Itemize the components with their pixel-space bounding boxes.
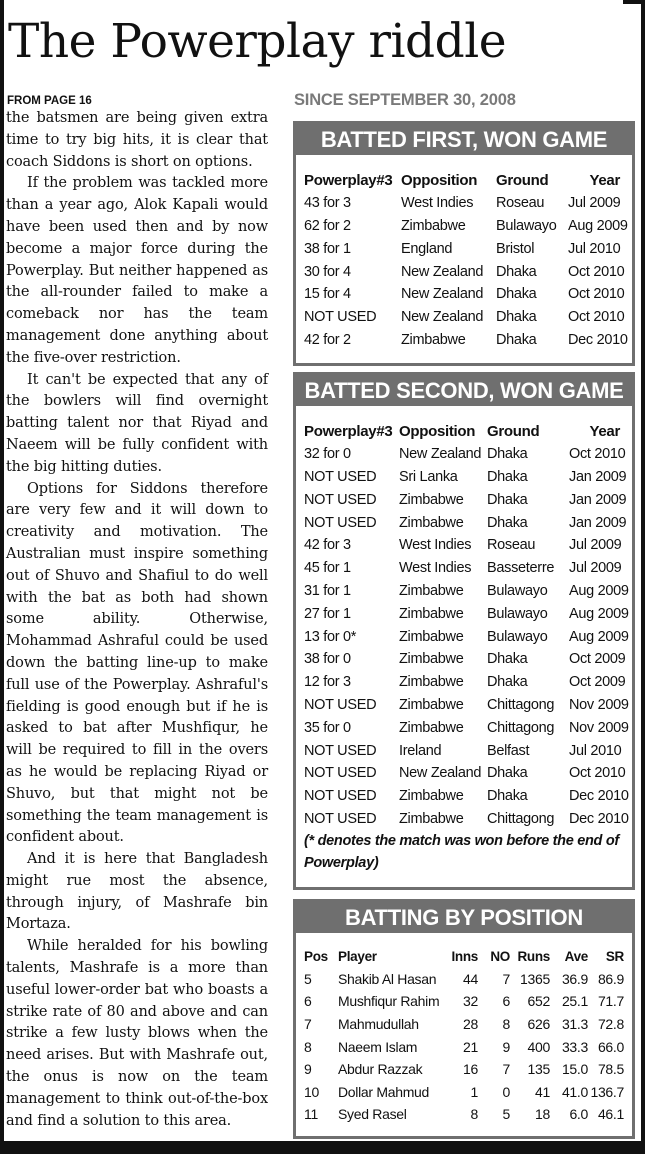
- table-cell: Zimbabwe: [399, 719, 464, 736]
- table-cell: Nov 2009: [569, 696, 629, 713]
- table-cell: Dec 2010: [569, 810, 629, 827]
- table-cell: Dhaka: [487, 651, 528, 668]
- table-cell: 31 for 1: [304, 582, 351, 599]
- page-border-right: [641, 0, 645, 1154]
- table-cell: Zimbabwe: [399, 674, 464, 691]
- header-ave: Ave: [564, 948, 588, 964]
- table-cell: 8: [470, 1106, 478, 1123]
- table-cell: West Indies: [401, 195, 474, 212]
- table-cell: 41: [535, 1083, 550, 1100]
- table-cell: New Zealand: [401, 309, 484, 326]
- table-cell: 7: [502, 970, 510, 987]
- table-row: [304, 671, 620, 694]
- table-cell: Oct 2010: [569, 446, 626, 463]
- table-cell: 6: [502, 993, 510, 1010]
- table-cell: Basseterre: [487, 560, 555, 577]
- table-cell: 6: [304, 993, 312, 1010]
- batted-first-title: BATTED FIRST, WON GAME: [296, 124, 632, 155]
- table-header-row: [304, 169, 620, 192]
- table-row: [304, 557, 620, 580]
- batting-by-position-title: BATTING BY POSITION: [296, 902, 632, 933]
- table-cell: Aug 2009: [569, 582, 629, 599]
- table-cell: Zimbabwe: [399, 628, 464, 645]
- table-cell: Zimbabwe: [399, 696, 464, 713]
- header-pos: Pos: [304, 948, 328, 964]
- table-cell: Dhaka: [487, 514, 528, 531]
- article-body: [6, 108, 268, 1132]
- table-row: [304, 1103, 624, 1126]
- header-player: Player: [338, 948, 377, 964]
- table-cell: 626: [527, 1016, 550, 1033]
- table-row: [304, 968, 624, 991]
- headline: The Powerplay riddle: [8, 14, 507, 69]
- table-row: [304, 511, 620, 534]
- table-cell: Belfast: [487, 742, 530, 759]
- table-cell: 652: [527, 993, 550, 1010]
- table-row: [304, 808, 620, 831]
- table-cell: Roseau: [496, 195, 545, 212]
- header-ground: Ground: [496, 171, 549, 189]
- table-cell: 7: [502, 1061, 510, 1078]
- table-row: [304, 1081, 624, 1104]
- table-cell: 1365: [520, 970, 550, 987]
- table-cell: 46.1: [597, 1106, 624, 1123]
- table-row: [304, 739, 620, 762]
- table-row: [304, 716, 620, 739]
- header-opposition: Opposition: [401, 171, 478, 189]
- table-cell: 42 for 2: [304, 331, 351, 348]
- batted-second-box: [293, 372, 635, 890]
- table-row: [304, 1058, 624, 1081]
- table-cell: Oct 2010: [568, 286, 625, 303]
- table-cell: Ireland: [399, 742, 442, 759]
- batted-second-title: BATTED SECOND, WON GAME: [296, 375, 632, 406]
- table-cell: NOT USED: [304, 765, 377, 782]
- header-sr: SR: [605, 948, 624, 964]
- table-cell: Chittagong: [487, 719, 555, 736]
- table-cell: 10: [304, 1083, 319, 1100]
- table-cell: Chittagong: [487, 810, 555, 827]
- table-row: [304, 785, 620, 808]
- table-cell: Dollar Mahmud: [338, 1083, 430, 1100]
- table-cell: 86.9: [597, 970, 624, 987]
- table-row: [304, 625, 620, 648]
- header-year: Year: [589, 171, 620, 189]
- table-row: [304, 602, 620, 625]
- table-cell: New Zealand: [401, 286, 484, 303]
- table-cell: NOT USED: [304, 514, 377, 531]
- table-row: [304, 580, 620, 603]
- table-cell: Roseau: [487, 537, 536, 554]
- table-cell: 43 for 3: [304, 195, 351, 212]
- table-cell: Sri Lanka: [399, 468, 458, 485]
- table-cell: NOT USED: [304, 742, 377, 759]
- table-cell: Dhaka: [487, 765, 528, 782]
- table-cell: Dhaka: [496, 263, 537, 280]
- table-cell: 15 for 4: [304, 286, 351, 303]
- table-cell: 1: [470, 1083, 478, 1100]
- table-row: [304, 237, 620, 260]
- table-row: [304, 762, 620, 785]
- table-cell: 16: [463, 1061, 478, 1078]
- table-cell: Aug 2009: [569, 605, 629, 622]
- table-cell: 25.1: [561, 993, 588, 1010]
- table-cell: 36.9: [561, 970, 588, 987]
- table-cell: Shakib Al Hasan: [338, 970, 437, 987]
- table-row: [304, 488, 620, 511]
- table-cell: 62 for 2: [304, 217, 351, 234]
- table-cell: Dhaka: [496, 309, 537, 326]
- table-cell: Abdur Razzak: [338, 1061, 423, 1078]
- table-cell: Syed Rasel: [338, 1106, 407, 1123]
- table-cell: New Zealand: [401, 263, 484, 280]
- article-paragraph: And it is here that Bangladesh might rue most the absence, through injury, of Mashrafe bin Mortaza.: [6, 851, 268, 933]
- table-row: [304, 534, 620, 557]
- table-row: [304, 192, 620, 215]
- table-cell: Oct 2010: [568, 309, 625, 326]
- table-cell: Dhaka: [496, 286, 537, 303]
- table-row: [304, 1035, 624, 1058]
- table-cell: 8: [502, 1016, 510, 1033]
- table-cell: Oct 2009: [569, 674, 626, 691]
- table-cell: 135: [527, 1061, 550, 1078]
- continuation-label: FROM PAGE 16: [7, 95, 92, 107]
- table-cell: NOT USED: [304, 309, 377, 326]
- table-cell: 45 for 1: [304, 560, 351, 577]
- table-cell: 13 for 0*: [304, 628, 357, 645]
- table-row: [304, 306, 620, 329]
- table-cell: Bulawayo: [487, 605, 548, 622]
- header-ground: Ground: [487, 422, 540, 440]
- batted-second-table: [304, 420, 629, 830]
- table-cell: Jul 2009: [568, 195, 621, 212]
- table-cell: Dhaka: [487, 468, 528, 485]
- article-paragraph: the batsmen are being given extra time to try big hits, it is clear that coach Siddons is short on options.: [6, 110, 268, 170]
- header-powerplay: Powerplay#3: [304, 422, 393, 440]
- header-opposition: Opposition: [399, 422, 476, 440]
- table-cell: NOT USED: [304, 491, 377, 508]
- table-cell: 15.0: [561, 1061, 588, 1078]
- table-cell: Oct 2010: [568, 263, 625, 280]
- table-cell: New Zealand: [399, 765, 482, 782]
- table-row: [304, 694, 620, 717]
- table-cell: 33.3: [561, 1038, 588, 1055]
- table-cell: Jan 2009: [569, 491, 627, 508]
- article-paragraph: It can't be expected that any of the bowlers will find overnight batting talent nor that Riyad and Naeem will be fully confident with the big hitting duties.: [6, 371, 268, 475]
- table-row: [304, 283, 620, 306]
- header-runs: Runs: [517, 948, 550, 964]
- table-cell: 72.8: [597, 1016, 624, 1033]
- table-cell: 71.7: [597, 993, 624, 1010]
- table-cell: 8: [304, 1038, 312, 1055]
- table-cell: 400: [527, 1038, 550, 1055]
- table-cell: England: [401, 240, 453, 257]
- table-row: [304, 990, 624, 1013]
- table-row: [304, 1013, 624, 1036]
- table-cell: Aug 2009: [569, 628, 629, 645]
- table-cell: 32: [463, 993, 478, 1010]
- table-cell: Bulawayo: [487, 628, 548, 645]
- table-cell: NOT USED: [304, 696, 377, 713]
- table-cell: Bulawayo: [487, 582, 548, 599]
- table-cell: 12 for 3: [304, 674, 351, 691]
- batted-first-table: [304, 169, 628, 351]
- table-cell: Zimbabwe: [399, 605, 464, 622]
- table-cell: Dec 2010: [569, 788, 629, 805]
- table-cell: Jul 2010: [568, 240, 621, 257]
- table-cell: Dhaka: [496, 331, 537, 348]
- table-cell: Mushfiqur Rahim: [338, 993, 440, 1010]
- table-cell: 38 for 1: [304, 240, 351, 257]
- batted-first-box: [293, 121, 635, 366]
- table-row: [304, 260, 620, 283]
- table-cell: Nov 2009: [569, 719, 629, 736]
- table-cell: Bristol: [496, 240, 535, 257]
- table-cell: 41.0: [561, 1083, 588, 1100]
- table-row: [304, 466, 620, 489]
- page-border-left: [0, 0, 4, 1154]
- table-cell: 5: [502, 1106, 510, 1123]
- table-cell: 9: [304, 1061, 312, 1078]
- table-row: [304, 329, 620, 352]
- table-cell: 7: [304, 1016, 312, 1033]
- table-cell: Dhaka: [487, 446, 528, 463]
- page-border-top: [623, 0, 645, 4]
- table-cell: Dec 2010: [568, 331, 628, 348]
- table-cell: 35 for 0: [304, 719, 351, 736]
- table-cell: 27 for 1: [304, 605, 351, 622]
- table-cell: 21: [463, 1038, 478, 1055]
- table-cell: Mahmudullah: [338, 1016, 419, 1033]
- header-year: Year: [589, 422, 620, 440]
- footnote: (* denotes the match was won before the end of Powerplay): [304, 833, 619, 872]
- table-cell: 31.3: [561, 1016, 588, 1033]
- header-inns: Inns: [451, 948, 478, 964]
- table-cell: Oct 2010: [569, 765, 626, 782]
- article-paragraph: If the problem was tackled more than a year ago, Alok Kapali would have been used then and by now become a major force during the Powerplay. But neither happened as the all-rounder failed to make a comeback nor has the team management done anything about the five-over restriction.: [6, 175, 268, 366]
- since-date-label: SINCE SEPTEMBER 30, 2008: [294, 91, 516, 109]
- table-cell: Zimbabwe: [399, 582, 464, 599]
- table-cell: New Zealand: [399, 446, 482, 463]
- table-header-row: [304, 420, 620, 443]
- table-cell: Zimbabwe: [399, 491, 464, 508]
- table-cell: 18: [535, 1106, 550, 1123]
- table-header-row: [304, 945, 624, 968]
- table-cell: Jan 2009: [569, 468, 627, 485]
- page-border-bottom: [0, 1141, 645, 1154]
- table-cell: Aug 2009: [568, 217, 628, 234]
- table-cell: Jul 2010: [569, 742, 622, 759]
- table-cell: Bulawayo: [496, 217, 557, 234]
- article-paragraph: While heralded for his bowling talents, Mashrafe is a more than useful lower-order bat who boasts a strike rate of 80 and above and can strike a few lusty blows when the need arises. But with Mashrafe out, the onus is now on the team management to think out-of-the-box and find a solution to this area.: [6, 938, 268, 1129]
- table-cell: 30 for 4: [304, 263, 351, 280]
- table-cell: 44: [463, 970, 478, 987]
- table-row: [304, 443, 620, 466]
- table-row: [304, 648, 620, 671]
- table-cell: Jul 2009: [569, 560, 622, 577]
- table-cell: 32 for 0: [304, 446, 351, 463]
- table-cell: 9: [502, 1038, 510, 1055]
- table-cell: Zimbabwe: [401, 331, 466, 348]
- table-cell: 5: [304, 970, 312, 987]
- article-paragraph: Options for Siddons therefore are very few and it will down to creativity and motivation. The Australian must inspire something out of Shuvo and Shafiul to do well with the bat as both had shown some ability. Otherwise, Mohammad Ashraful could be used down the batting line-up to make full use of the Powerplay. Ashraful's fielding is good enough but if he is asked to bat after Mushfiqur, he will be required to fill in the overs as he would be replacing Riyad or Shuvo, but that might not be something the team management is confident about.: [6, 480, 268, 846]
- table-cell: 66.0: [597, 1038, 624, 1055]
- table-cell: Zimbabwe: [399, 514, 464, 531]
- table-cell: 136.7: [590, 1083, 624, 1100]
- table-cell: Jan 2009: [569, 514, 627, 531]
- table-cell: 6.0: [569, 1106, 588, 1123]
- table-cell: NOT USED: [304, 810, 377, 827]
- table-cell: 42 for 3: [304, 537, 351, 554]
- table-cell: Naeem Islam: [338, 1038, 418, 1055]
- table-cell: Zimbabwe: [401, 217, 466, 234]
- table-cell: NOT USED: [304, 468, 377, 485]
- batting-by-position-table: [304, 945, 624, 1126]
- table-cell: 28: [463, 1016, 478, 1033]
- table-cell: 11: [304, 1106, 318, 1123]
- table-cell: Dhaka: [487, 491, 528, 508]
- table-cell: 78.5: [597, 1061, 624, 1078]
- table-cell: Zimbabwe: [399, 651, 464, 668]
- table-cell: Dhaka: [487, 788, 528, 805]
- table-cell: Zimbabwe: [399, 810, 464, 827]
- header-no: NO: [490, 948, 510, 964]
- table-cell: Chittagong: [487, 696, 555, 713]
- table-cell: NOT USED: [304, 788, 377, 805]
- table-row: [304, 215, 620, 238]
- table-cell: 38 for 0: [304, 651, 351, 668]
- table-cell: Jul 2009: [569, 537, 622, 554]
- batting-by-position-box: [293, 899, 635, 1139]
- table-cell: Dhaka: [487, 674, 528, 691]
- table-cell: West Indies: [399, 560, 472, 577]
- header-powerplay: Powerplay#3: [304, 171, 393, 189]
- table-cell: West Indies: [399, 537, 472, 554]
- table-cell: Zimbabwe: [399, 788, 464, 805]
- table-cell: Oct 2009: [569, 651, 626, 668]
- table-cell: 0: [502, 1083, 510, 1100]
